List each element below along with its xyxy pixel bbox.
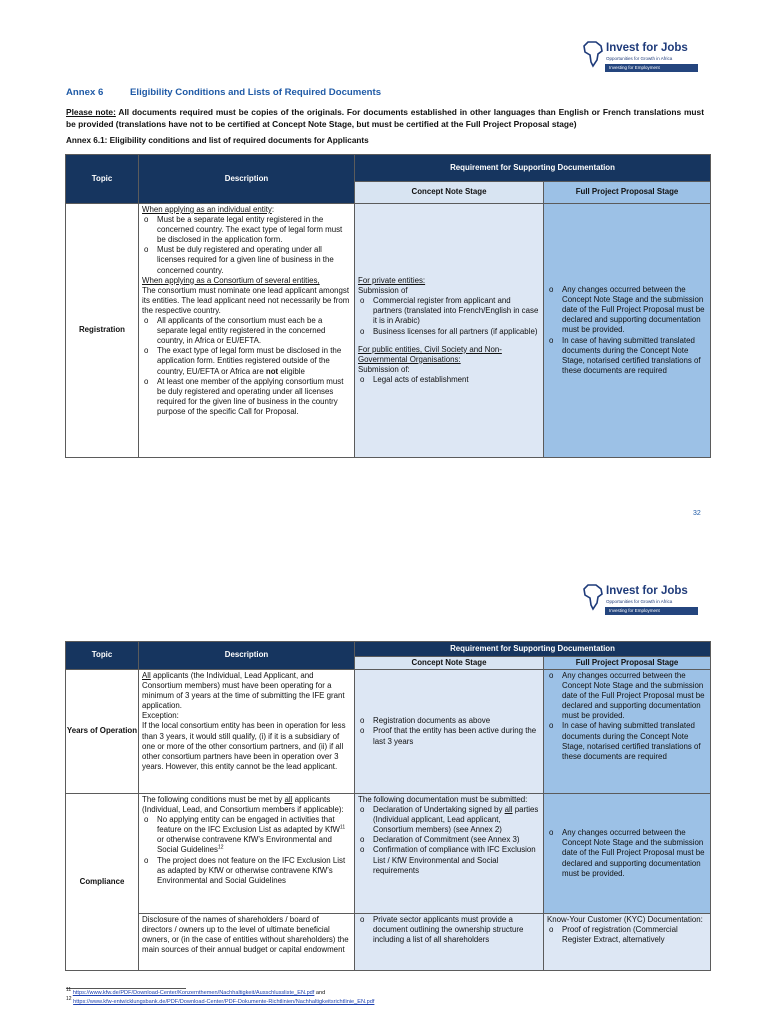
list-item: o Proof of registration (Commercial Register Extract, alternatively [547, 925, 707, 945]
note-label: Please note: [66, 107, 116, 117]
annex-subheading: Annex 6.1: Eligibility conditions and list of required documents for Applicants [66, 136, 369, 145]
logo-tagline: Opportunities for Growth in Africa [606, 599, 673, 604]
list-item: o Must be duly registered and operating under all licenses required for a given line of business in the concerned country. [142, 245, 351, 275]
cn-compliance: The following documentation must be submitted: o Declaration of Undertaking signed by all parties (Individual applicant, Lead applicant, Consortium members) (see Annex 2) o Declaration of Commitment (see Annex 3) o Confirmation of compliance with IFC Exclusion List / KfW Environmental and Social requirements [355, 794, 544, 914]
header-requirement: Requirement for Supporting Documentation [355, 642, 711, 657]
list-item: o No applying entity can be engaged in activities that feature on the IFC Exclusion List as adapted by KfW$^{11}$ or otherwise contravene KfW’s Environmental and Social Guidelines$^{12}$ [142, 815, 351, 855]
footnote-12-link[interactable]: https://www.kfw-entwicklungsbank.de/PDF/Download-Center/PDF-Dokumente-Richtlinien/Nachhaltigkeitsrichtlinie_EN.pdf [73, 999, 375, 1005]
page-number: 32 [693, 510, 701, 517]
list-item: o Registration documents as above [358, 716, 540, 726]
please-note [66, 106, 704, 130]
list-item: o Any changes occurred between the Concept Note Stage and the submission date of the Full Project Proposal must be declared and supporting documentation must be provided. [547, 285, 707, 335]
list-item: o Proof that the entity has been active during the last 3 years [358, 726, 540, 746]
desc-disclosure: Disclosure of the names of shareholders / board of directors / owners up to the level of ultimate beneficial owners, or (in the case of entities without shareholders) the main sources of their annual budget or capital endowment [139, 914, 355, 971]
logo-tagline: Opportunities for Growth in Africa [606, 56, 673, 61]
list-item: o Legal acts of establishment [358, 375, 540, 385]
requirements-table-1 [65, 154, 711, 458]
public-heading: For public entities, Civil Society and Non-Governmental Organisations: [358, 344, 502, 364]
africa-map-icon [582, 40, 604, 68]
header-description: Description [139, 642, 355, 670]
annex-heading: Eligibility Conditions and Lists of Required Documents [130, 87, 382, 98]
cn-years [355, 670, 544, 794]
header-concept-note: Concept Note Stage [355, 182, 544, 204]
topic-compliance: Compliance [66, 794, 139, 971]
fp-compliance [544, 794, 711, 914]
list-item: o Business licenses for all partners (if applicable) [358, 327, 540, 337]
topic-registration: Registration [66, 204, 139, 458]
header-full-project: Full Project Proposal Stage [544, 182, 711, 204]
annex-title [66, 87, 381, 98]
list-item: o At least one member of the applying consortium must be duly registered and operating under all licenses required for the given line of business in the country purpose of the specific Call for Proposal. [142, 377, 351, 417]
header-full-project: Full Project Proposal Stage [544, 657, 711, 670]
logo-brand: Invest for Jobs [606, 42, 688, 54]
note-text: All documents required must be copies of the originals. For documents established in other languages than English or French translations must be provided (translations have not to be certified at Concept Note Stage, but must be certified at the Full Project Proposal stage) [66, 107, 704, 129]
header-topic: Topic [66, 155, 139, 204]
logo [582, 40, 698, 74]
table-row-compliance [66, 794, 711, 914]
list-item: o Confirmation of compliance with IFC Exclusion List / KfW Environmental and Social requirements [358, 845, 540, 875]
header-concept-note: Concept Note Stage [355, 657, 544, 670]
list-item: o Must be a separate legal entity registered in the concerned country. The exact type of legal form must be disclosed in the application form. [142, 215, 351, 245]
fp-years [544, 670, 711, 794]
topic-years: Years of Operation [66, 670, 139, 794]
list-item: o Declaration of Undertaking signed by all parties (Individual applicant, Lead applicant, Consortium members) (see Annex 2) [358, 805, 540, 835]
africa-map-icon [582, 583, 604, 611]
footnote-divider [66, 988, 186, 989]
footnote-11: $^{11}$ https://www.kfw.de/PDF/Download-Center/Konzernthemen/Nachhaltigkeit/Ausschlussliste_EN.pdf and [66, 987, 326, 996]
header-requirement: Requirement for Supporting Documentation [355, 155, 711, 182]
table-row-years [66, 670, 711, 794]
consortium-heading: When applying as a Consortium of several entities, [142, 275, 320, 285]
fp-disclosure: Know-Your Customer (KYC) Documentation: o Proof of registration (Commercial Register Extract, alternatively [544, 914, 711, 971]
desc-years: All applicants (the Individual, Lead Applicant, and Consortium members) must have been operating for a minimum of 3 years at the time of submitting the IFE grant application. Exception: If the local consortium entity has been in operation for less than 3 years, it would still qualify, (i) if it is a subsidiary of one or more of the other consortium partners, and (ii) if all other consortium partners have been in operation over 3 years. However, this entity cannot be the lead applicant. [139, 670, 355, 794]
table-row-registration [66, 204, 711, 458]
consortium-text: The consortium must nominate one lead applicant amongst its entities. The lead applicant need not necessarily be from the respective country. [142, 285, 350, 315]
exception-text: If the local consortium entity has been in operation for less than 3 years, it would still qualify, (i) if it is a subsidiary of one or more of the other consortium partners, and (ii) if all other consortium partners have been in operation over 3 years. However, this entity cannot be the lead applicant. [142, 721, 346, 771]
desc-compliance: The following conditions must be met by all applicants (Individual, Lead, and Consortium members if applicable): o No applying entity can be engaged in activities that feature on the IFC Exclusion List as adapted by KfW$^{11}$ or otherwise contravene KfW’s Environmental and Social Guidelines$^{12}$ o The project does not feature on the IFC Exclusion List as adapted by KfW or otherwise contravene KfW’s Environmental and Social Guidelines [139, 794, 355, 914]
list-item: o The exact type of legal form must be disclosed in the application form. Entities registered outside of the country, EU/EFTA or Africa are not eligible [142, 346, 351, 376]
header-topic: Topic [66, 642, 139, 670]
exception-label: Exception: [142, 711, 179, 721]
requirements-table-2 [65, 641, 711, 971]
list-item: o Commercial register from applicant and partners (translated into French/English in case it is in Arabic) [358, 296, 540, 326]
table-row-disclosure [66, 914, 711, 971]
private-heading: For private entities: [358, 276, 426, 286]
fp-registration [544, 204, 711, 458]
cn-disclosure [355, 914, 544, 971]
cn-registration: For private entities: Submission of o Commercial register from applicant and partners (translated into French/English in case it is in Arabic) o Business licenses for all partners (if applicable) For public entities, Civil Society and Non-Governmental Organisations: Submission of: o Legal acts of establishment [355, 204, 544, 458]
list-item: o All applicants of the consortium must each be a separate legal entity registered in the concerned country, in Africa or EU/EFTA. [142, 316, 351, 346]
footnote-12: $^{12}$ https://www.kfw-entwicklungsbank.de/PDF/Download-Center/PDF-Dokumente-Richtlinien/Nachhaltigkeitsrichtlinie_EN.pdf [66, 996, 375, 1005]
individual-heading: When applying as an individual entity [142, 205, 272, 214]
header-description: Description [139, 155, 355, 204]
logo-brand: Invest for Jobs [606, 585, 688, 597]
list-item: o In case of having submitted translated documents during the Concept Note Stage, notarised certified translations of these documents are required [547, 721, 707, 761]
logo [582, 583, 698, 617]
logo-bar: Investing for Employment [605, 64, 698, 72]
list-item: o Private sector applicants must provide a document outlining the ownership structure including a list of all shareholders [358, 915, 540, 945]
desc-registration: When applying as an individual entity: o Must be a separate legal entity registered in the concerned country. The exact type of legal form must be disclosed in the application form. o Must be duly registered and operating under all licenses required for a given line of business in the concerned country. When applying as a Consortium of several entities, The consortium must nominate one lead applicant amongst its entities. The lead applicant need not necessarily be from the respective country. o All applicants of the consortium must each be a separate legal entity registered in the concerned country, in Africa or EU/EFTA. o The exact type of legal form must be disclosed in the application form. Entities registered outside of the country, EU/EFTA or Africa are not eligible o At least one member of the applying consortium must be duly registered and operating under all licenses required for the given line of business in the country purpose of the specific Call for Proposal. [139, 204, 355, 458]
footnote-11-link[interactable]: https://www.kfw.de/PDF/Download-Center/Konzernthemen/Nachhaltigkeit/Ausschlussliste_EN.pdf [72, 990, 315, 996]
list-item: o Declaration of Commitment (see Annex 3) [358, 835, 540, 845]
list-item: o In case of having submitted translated documents during the Concept Note Stage, notarised certified translations of these documents are required [547, 336, 707, 376]
logo-bar: Investing for Employment [605, 607, 698, 615]
annex-number: Annex 6 [66, 87, 104, 98]
list-item: o Any changes occurred between the Concept Note Stage and the submission date of the Full Project Proposal must be declared and supporting documentation must be provided. [547, 671, 707, 721]
list-item: o The project does not feature on the IFC Exclusion List as adapted by KfW or otherwise contravene KfW’s Environmental and Social Guidelines [142, 856, 351, 886]
list-item: o Any changes occurred between the Concept Note Stage and the submission date of the Full Project Proposal must be declared and supporting documentation must be provided. [547, 828, 707, 878]
